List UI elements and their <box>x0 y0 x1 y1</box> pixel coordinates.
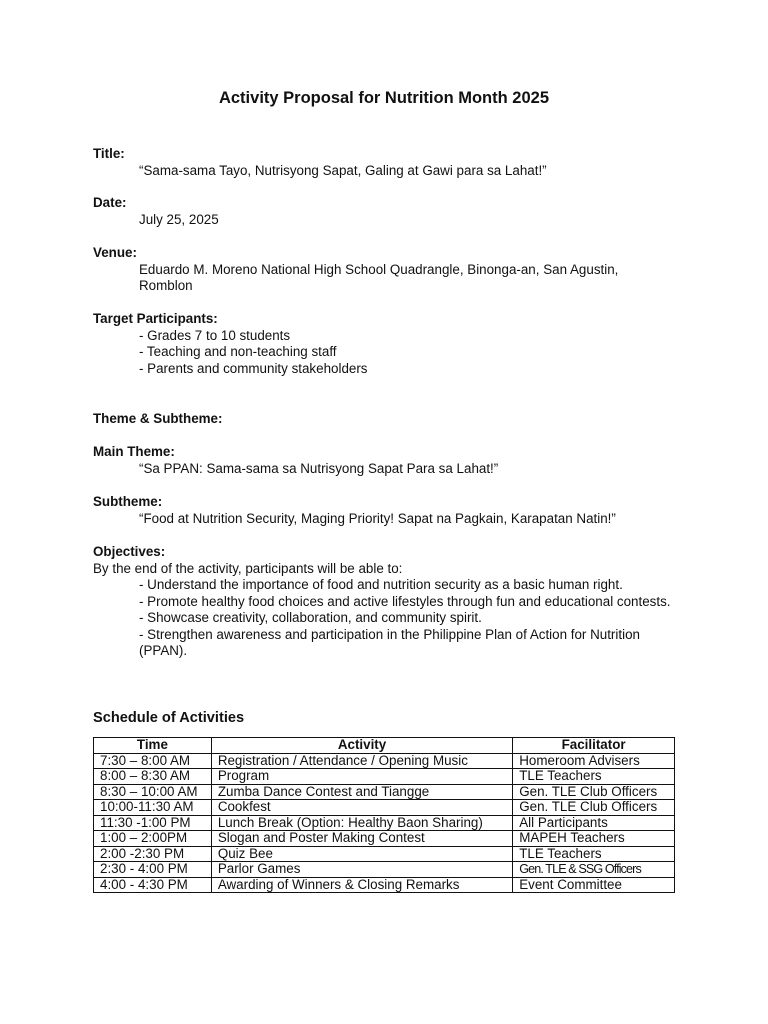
schedule-heading: Schedule of Activities <box>93 710 245 726</box>
main-theme-label: Main Theme: <box>93 444 175 459</box>
cell-activity: Registration / Attendance / Opening Music <box>211 753 512 769</box>
table-row <box>94 815 675 831</box>
list-item: - Strengthen awareness and participation in the Philippine Plan of Action for Nutrition (PPAN). <box>139 626 640 658</box>
venue-value: Eduardo M. Moreno National High School Quadrangle, Binonga-an, San Agustin, Romblon <box>139 261 619 293</box>
cell-time: 8:30 – 10:00 AM <box>94 784 212 800</box>
table-row <box>94 769 675 785</box>
venue-section <box>93 245 693 295</box>
column-header-facilitator: Facilitator <box>513 738 675 754</box>
list-item: - Showcase creativity, collaboration, and community spirit. <box>139 610 482 625</box>
cell-activity: Quiz Bee <box>211 846 512 862</box>
list-item: - Parents and community stakeholders <box>139 360 368 376</box>
date-value: July 25, 2025 <box>139 211 219 227</box>
title-section <box>93 146 693 179</box>
schedule-table <box>93 737 675 893</box>
objectives-label: Objectives: <box>93 544 166 559</box>
list-item: - Promote healthy food choices and active lifestyles through fun and educational contests. <box>139 593 671 609</box>
table-header-row <box>94 738 675 754</box>
cell-time: 2:00 -2:30 PM <box>94 846 212 862</box>
cell-time: 7:30 – 8:00 AM <box>94 753 212 769</box>
document-title: Activity Proposal for Nutrition Month 2025 <box>218 89 550 107</box>
cell-facilitator: TLE Teachers <box>513 846 675 862</box>
cell-time: 10:00-11:30 AM <box>94 800 212 816</box>
objectives-intro: By the end of the activity, participants will be able to: <box>93 560 403 576</box>
participants-label: Target Participants: <box>93 311 218 326</box>
cell-facilitator: TLE Teachers <box>513 769 675 785</box>
cell-facilitator: Gen. TLE Club Officers <box>513 800 675 816</box>
date-section <box>93 195 693 228</box>
cell-activity: Slogan and Poster Making Contest <box>211 831 512 847</box>
cell-activity: Cookfest <box>211 800 512 816</box>
cell-activity: Parlor Games <box>211 862 512 878</box>
theme-heading: Theme & Subtheme: <box>93 411 223 426</box>
title-label: Title: <box>93 146 125 161</box>
cell-activity: Lunch Break (Option: Healthy Baon Sharing) <box>211 815 512 831</box>
column-header-time: Time <box>94 738 212 754</box>
subtheme-value: “Food at Nutrition Security, Maging Priority! Sapat na Pagkain, Karapatan Natin!” <box>139 510 616 526</box>
list-item: - Teaching and non-teaching staff <box>139 344 337 359</box>
list-item: - Grades 7 to 10 students <box>139 327 291 343</box>
objectives-list <box>93 577 679 660</box>
participants-list <box>93 328 679 378</box>
list-item: - Understand the importance of food and nutrition security as a basic human right. <box>139 577 623 592</box>
table-row <box>94 862 675 878</box>
cell-activity: Zumba Dance Contest and Tiangge <box>211 784 512 800</box>
participants-section <box>93 311 693 377</box>
subtheme-label: Subtheme: <box>93 494 163 509</box>
column-header-activity: Activity <box>211 738 512 754</box>
cell-facilitator: Gen. TLE & SSG Officers <box>513 862 675 878</box>
main-theme-value: “Sa PPAN: Sama-sama sa Nutrisyong Sapat Para sa Lahat!” <box>139 460 499 476</box>
date-label: Date: <box>93 195 127 210</box>
table-row <box>94 800 675 816</box>
objectives-section <box>93 544 693 660</box>
table-row <box>94 846 675 862</box>
subtheme-section <box>93 494 693 527</box>
table-row <box>94 784 675 800</box>
cell-time: 1:00 – 2:00PM <box>94 831 212 847</box>
table-row <box>94 877 675 893</box>
cell-time: 8:00 – 8:30 AM <box>94 769 212 785</box>
cell-facilitator: Homeroom Advisers <box>513 753 675 769</box>
cell-facilitator: MAPEH Teachers <box>513 831 675 847</box>
cell-activity: Awarding of Winners & Closing Remarks <box>211 877 512 893</box>
main-theme-section <box>93 444 693 477</box>
cell-facilitator: Gen. TLE Club Officers <box>513 784 675 800</box>
cell-facilitator: Event Committee <box>513 877 675 893</box>
cell-time: 4:00 - 4:30 PM <box>94 877 212 893</box>
cell-time: 11:30 -1:00 PM <box>94 815 212 831</box>
venue-label: Venue: <box>93 245 137 260</box>
title-value: “Sama-sama Tayo, Nutrisyong Sapat, Galing at Gawi para sa Lahat!” <box>139 162 547 178</box>
cell-time: 2:30 - 4:00 PM <box>94 862 212 878</box>
theme-heading-section <box>93 411 693 428</box>
table-row <box>94 831 675 847</box>
cell-activity: Program <box>211 769 512 785</box>
cell-facilitator: All Participants <box>513 815 675 831</box>
table-row <box>94 753 675 769</box>
